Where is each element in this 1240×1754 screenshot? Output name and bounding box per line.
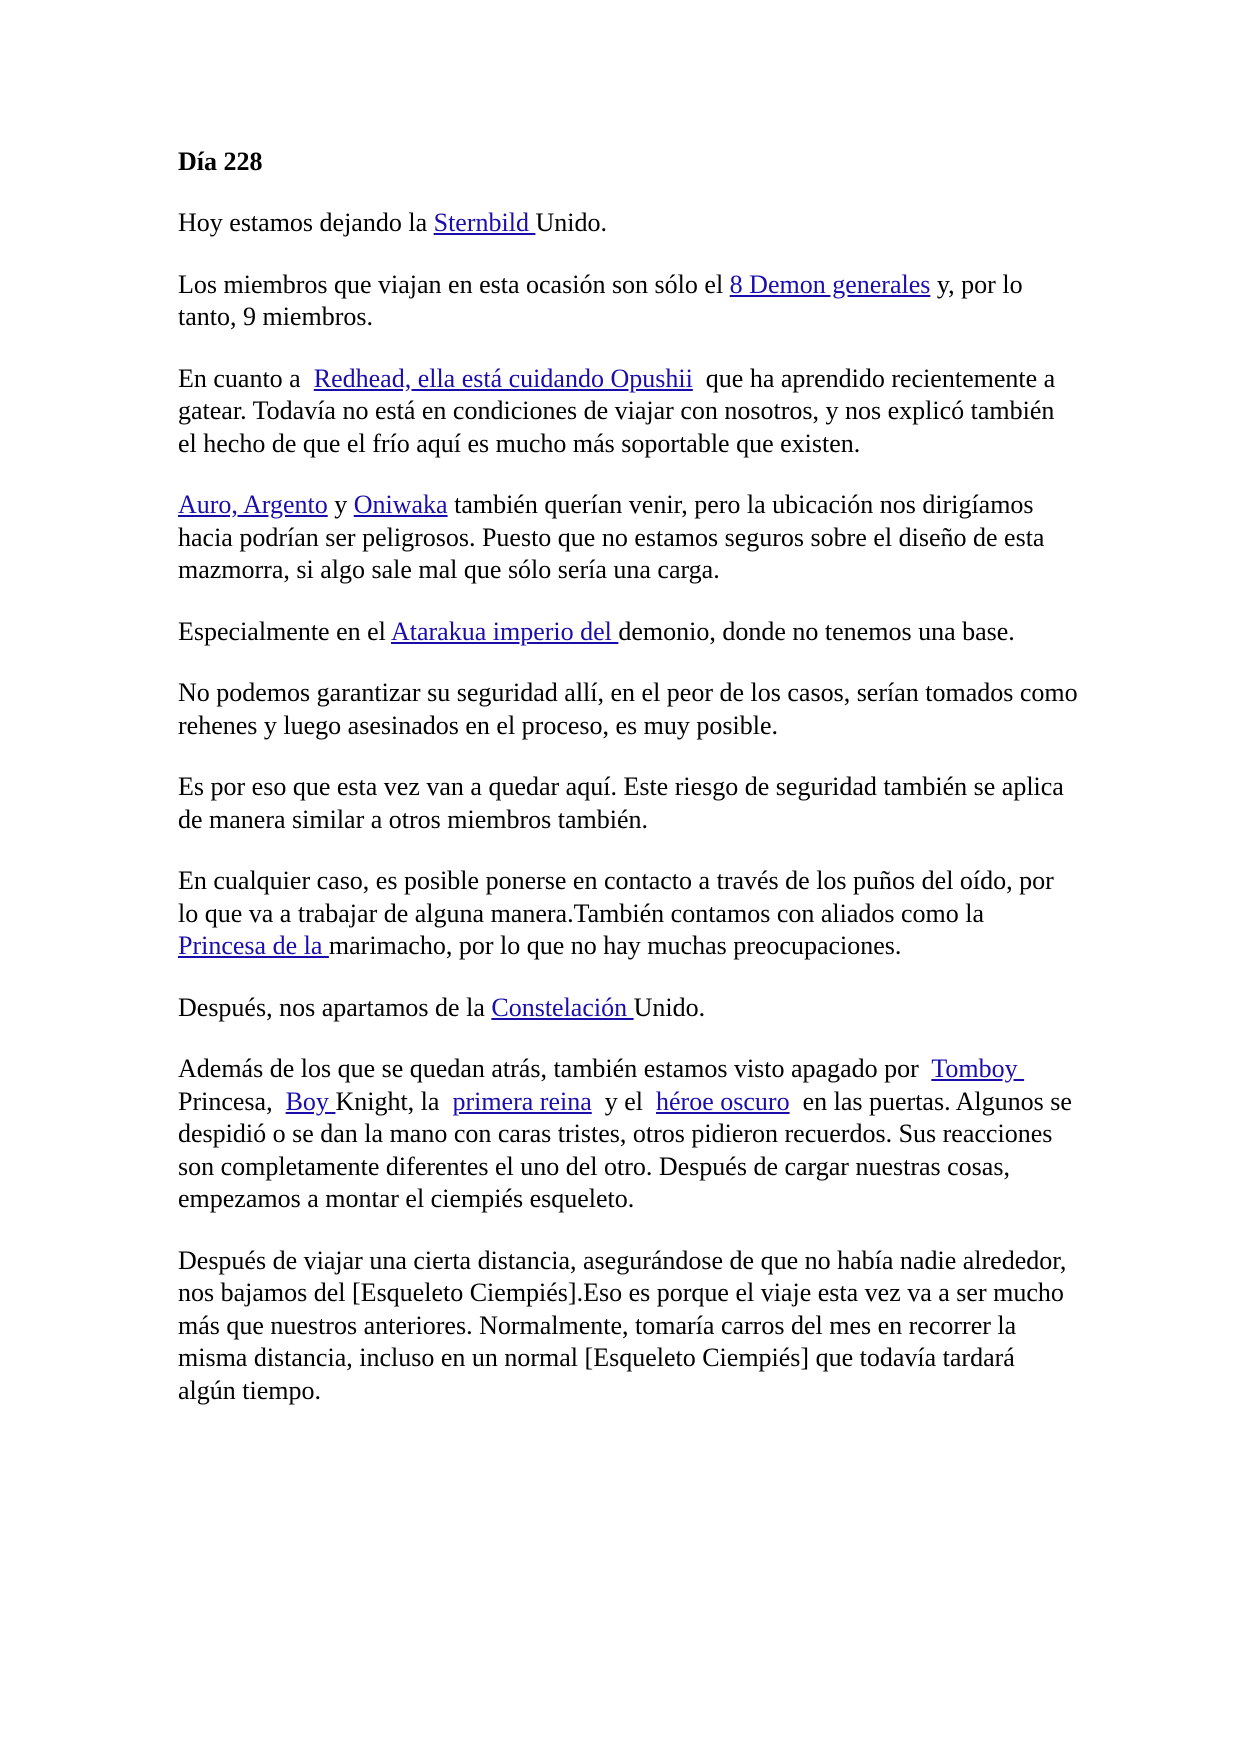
paragraph-8 [178,865,1078,963]
paragraph-1 [178,207,1078,240]
paragraph-7: Es por eso que esta vez van a quedar aquí. Este riesgo de seguridad también se aplica de manera similar a otros miembros también. [178,772,1064,834]
link-oniwaka[interactable]: Oniwaka [353,490,448,519]
document-page [178,146,1078,1436]
paragraph-4 [178,489,1078,587]
text: y el [591,1086,657,1116]
text: y, por lo tanto, 9 miembros. [178,269,1023,331]
paragraph-10 [178,1053,1078,1216]
link-redhead[interactable]: Redhead, ella está cuidando Opushii [313,363,693,393]
link-8-demon-generales[interactable]: 8 Demon generales [729,269,931,299]
paragraph-6: No podemos garantizar su seguridad allí, en el peor de los casos, serían tomados como rehenes y luego asesinados en el proceso, es muy posible. [178,678,1078,740]
text: Además de los que se quedan atrás, también estamos visto apagado por [178,1054,932,1083]
text: en las puertas. Algunos se despidió o se dan la mano con caras tristes, otros pidieron recuerdos. Sus reacciones son completamente diferentes el uno del otro. Después de cargar nuestras cosas, empezamos a montar el ciempiés esqueleto. [178,1086,1079,1213]
paragraph-5 [178,616,1078,649]
link-atarakua[interactable]: Atarakua imperio del [390,616,619,646]
link-heroe-oscuro[interactable]: héroe oscuro [656,1086,790,1116]
link-constelacion[interactable]: Constelación [491,992,634,1022]
text: Después, nos apartamos de la [178,992,492,1022]
text: también querían venir, pero la ubicación nos dirigíamos hacia podrían ser peligrosos. Puesto que no estamos seguros sobre el diseño de esta mazmorra, si algo sale mal que sólo sería una carga. [178,490,1045,584]
paragraph-9 [178,992,1078,1025]
paragraph-11: Después de viajar una cierta distancia, asegurándose de que no había nadie alrededor, nos bajamos del [Esqueleto Ciempiés].Eso es porque el viaje esta vez va a ser mucho más que nuestros anteriores. Normalmente, tomaría carros del mes en recorrer la misma distancia, incluso en un normal [Esqueleto Ciempiés] que todavía tardará algún tiempo. [178,1245,1067,1405]
link-princesa[interactable]: Princesa de la [178,931,329,960]
paragraph-2 [178,269,1078,334]
paragraph-3 [178,363,1078,461]
link-boy[interactable]: Boy [285,1086,336,1116]
text: Knight, la [335,1086,453,1116]
text: Especialmente en el [178,616,391,646]
text: y [327,490,354,519]
text: que ha aprendido recientemente a gatear. Todavía no está en condiciones de viajar con nosotros, y nos explicó también el hecho de que el frío aquí es mucho más soportable que existen. [178,363,1062,458]
link-auro-argento[interactable]: Auro, Argento [178,490,328,519]
text: marimacho, por lo que no hay muchas preocupaciones. [328,931,902,960]
text: En cualquier caso, es posible ponerse en contacto a través de los puños del oído, por lo que va a trabajar de alguna manera.También contamos con aliados como la [178,866,1061,928]
link-sternbild[interactable]: Sternbild [433,208,536,237]
link-tomboy[interactable]: Tomboy [931,1054,1025,1083]
page-title: Día 228 [178,147,263,176]
text: Princesa, [178,1086,286,1116]
text: Unido. [535,208,607,237]
text: Los miembros que viajan en esta ocasión son sólo el [178,269,730,299]
text: En cuanto a [178,363,314,393]
text: Hoy estamos dejando la [178,208,434,237]
text: demonio, donde no tenemos una base. [618,616,1015,646]
text: Unido. [633,992,706,1022]
link-primera-reina[interactable]: primera reina [452,1086,592,1116]
